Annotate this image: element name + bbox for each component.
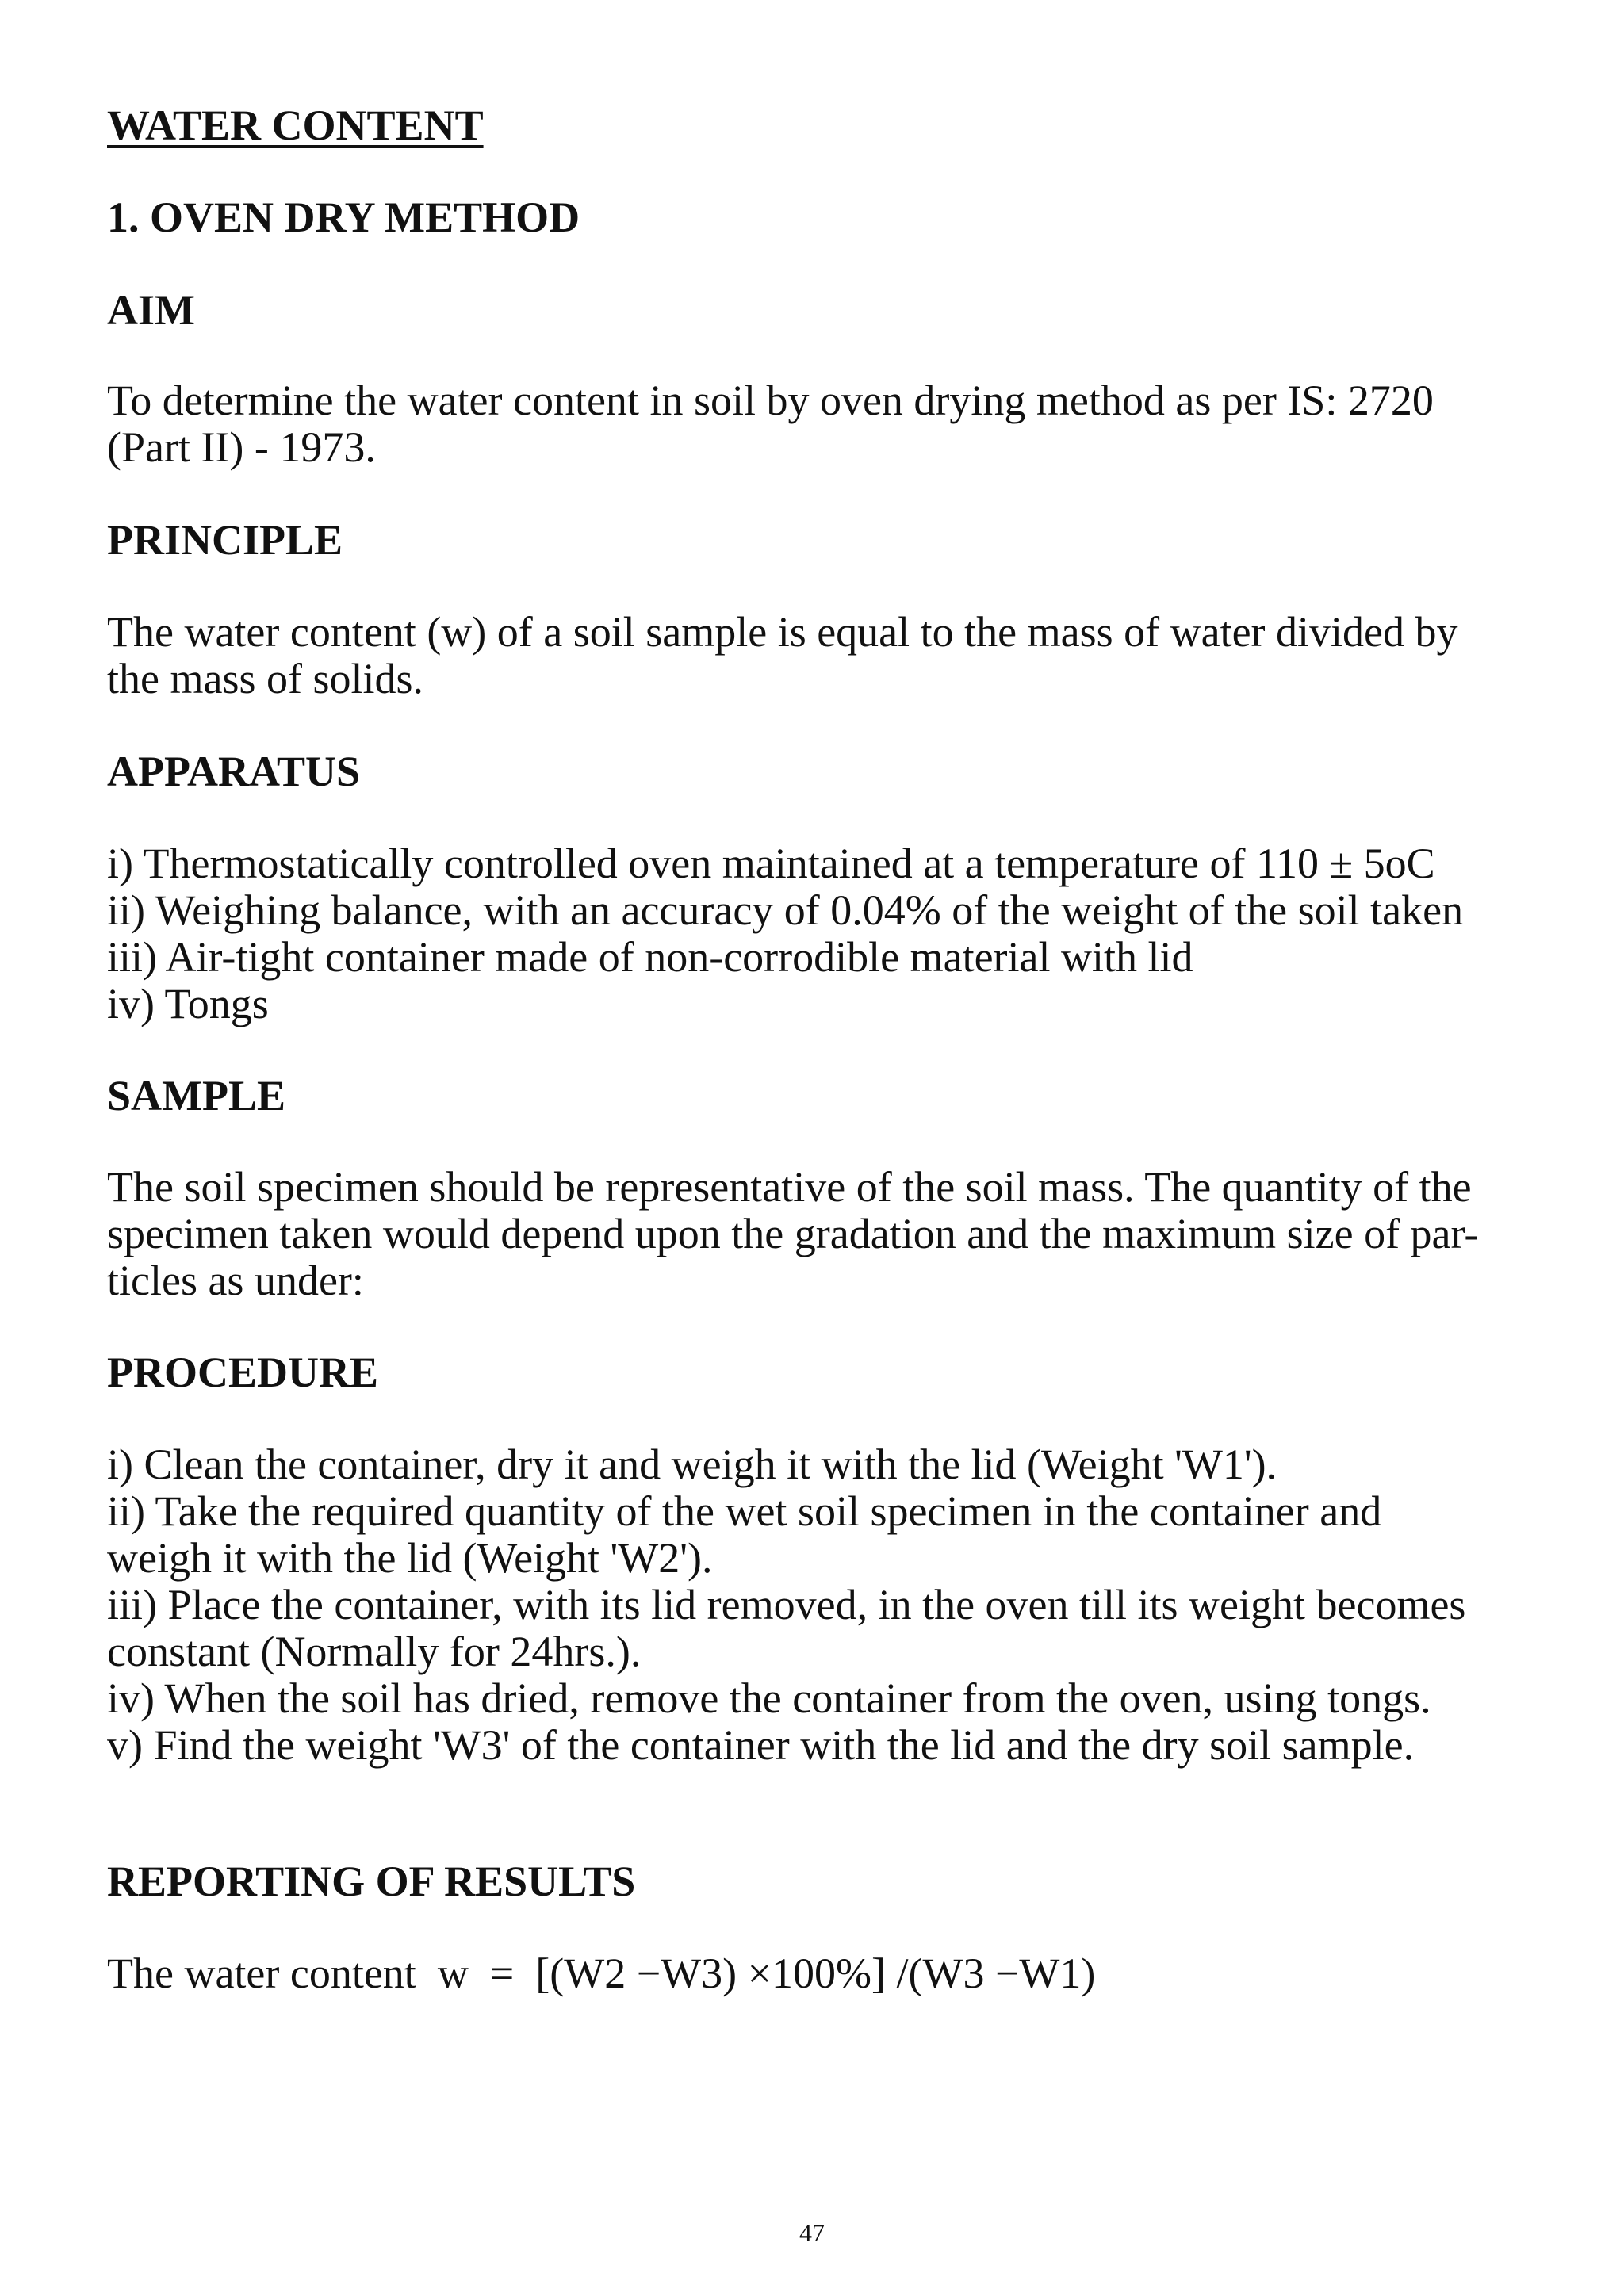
apparatus-list	[107, 840, 1463, 1027]
procedure-line: iii) Place the container, with its lid removed, in the oven till its weight becomes	[107, 1581, 1466, 1628]
principle-line: The water content (w) of a soil sample is equal to the mass of water divided by	[107, 608, 1458, 656]
principle-line: the mass of solids.	[107, 655, 423, 702]
water-content-formula: The water content w = [(W2 −W3) ×100%] /(W3 −W1)	[107, 1950, 1096, 1997]
aim-line: To determine the water content in soil by oven drying method as per IS: 2720	[107, 377, 1434, 424]
sample-line: The soil specimen should be representative of the soil mass. The quantity of the	[107, 1163, 1472, 1211]
apparatus-item: i) Thermostatically controlled oven maintained at a temperature of 110 ± 5oC	[107, 840, 1435, 887]
aim-text	[107, 377, 1534, 471]
method-heading: 1. OVEN DRY METHOD	[107, 193, 580, 241]
procedure-line: iv) When the soil has dried, remove the container from the oven, using tongs.	[107, 1674, 1431, 1722]
sample-text	[107, 1164, 1534, 1304]
results-heading: REPORTING OF RESULTS	[107, 1858, 636, 1905]
procedure-line: weigh it with the lid (Weight 'W2').	[107, 1534, 713, 1582]
sample-line: ticles as under:	[107, 1257, 364, 1304]
procedure-text	[107, 1441, 1534, 1769]
procedure-heading: PROCEDURE	[107, 1349, 379, 1396]
apparatus-item: iv) Tongs	[107, 980, 269, 1027]
principle-text	[107, 609, 1534, 702]
sample-heading: SAMPLE	[107, 1072, 286, 1119]
principle-heading: PRINCIPLE	[107, 516, 343, 564]
page-number: 47	[799, 2218, 825, 2247]
sample-line: specimen taken would depend upon the gradation and the maximum size of par-	[107, 1210, 1479, 1257]
procedure-line: ii) Take the required quantity of the wet soil specimen in the container and	[107, 1487, 1382, 1535]
apparatus-item: iii) Air-tight container made of non-corrodible material with lid	[107, 933, 1193, 981]
aim-line: (Part II) - 1973.	[107, 423, 376, 471]
apparatus-heading: APPARATUS	[107, 748, 360, 795]
apparatus-item: ii) Weighing balance, with an accuracy of 0.04% of the weight of the soil taken	[107, 886, 1464, 934]
aim-heading: AIM	[107, 286, 195, 334]
procedure-line: v) Find the weight 'W3' of the container with the lid and the dry soil sample.	[107, 1721, 1415, 1769]
document-title: WATER CONTENT	[107, 101, 484, 149]
procedure-line: i) Clean the container, dry it and weigh it with the lid (Weight 'W1').	[107, 1441, 1277, 1488]
procedure-line: constant (Normally for 24hrs.).	[107, 1628, 642, 1675]
